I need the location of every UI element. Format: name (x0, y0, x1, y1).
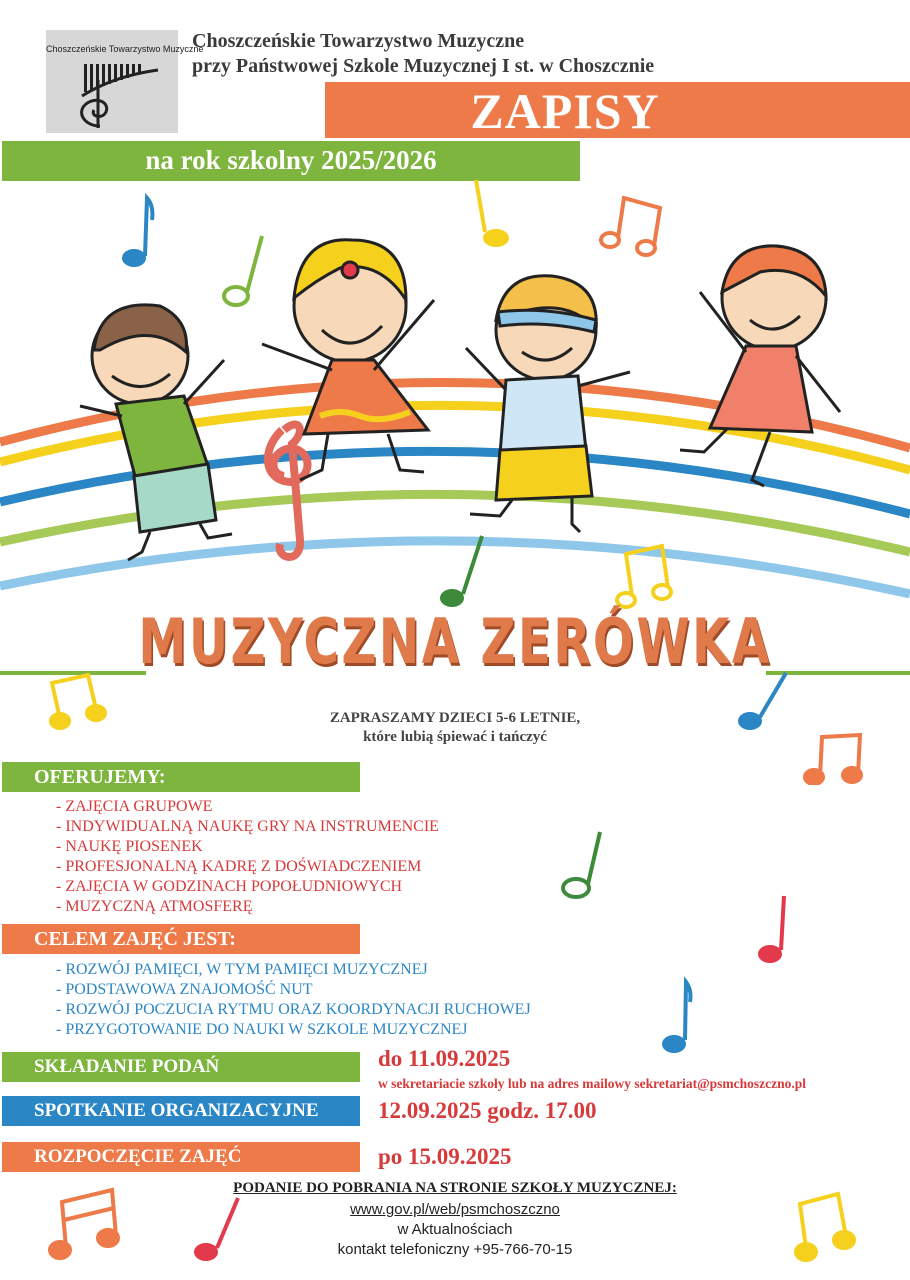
kid-orange-dress-icon (262, 240, 434, 480)
zapisy-banner (325, 82, 910, 138)
submission-label: SKŁADANIE PODAŃ (34, 1056, 220, 1077)
offer-item: - MUZYCZNĄ ATMOSFERĘ (56, 898, 253, 915)
offer-item: - INDYWIDUALNĄ NAUKĘ GRY NA INSTRUMENCIE (56, 818, 439, 835)
invitation-line-1: ZAPRASZAMY DZIECI 5-6 LETNIE, (329, 710, 581, 726)
meeting-band (2, 1096, 360, 1126)
offer-list (56, 797, 439, 917)
goals-heading: CELEM ZAJĘĆ JEST: (34, 928, 236, 950)
invitation-line-2: które lubią śpiewać i tańczyć (363, 729, 547, 745)
logo-text: Choszczeńskie Towarzystwo Muzyczne (46, 44, 204, 54)
school-year-text: na rok szkolny 2025/2026 (145, 145, 437, 175)
goals-heading-band (2, 924, 360, 954)
offer-item: - PROFESJONALNĄ KADRĘ Z DOŚWIADCZENIEM (56, 858, 422, 875)
school-year-banner (2, 141, 580, 181)
meeting-date: 12.09.2025 godz. 17.00 (378, 1098, 597, 1123)
goal-item: - ROZWÓJ PAMIĘCI, W TYM PAMIĘCI MUZYCZNEJ (56, 961, 428, 978)
goal-item: - PODSTAWOWA ZNAJOMOŚĆ NUT (56, 981, 313, 998)
page-title: MUZYCZNA ZERÓWKA (138, 605, 772, 678)
goals-list (56, 960, 531, 1040)
submission-deadline: do 11.09.2025 (378, 1046, 511, 1071)
submission-note: w sekretariacie szkoły lub na adres mailowy sekretariat@psmchoszczno.pl (378, 1076, 807, 1091)
goal-item: - PRZYGOTOWANIE DO NAUKI W SZKOLE MUZYCZNEJ (56, 1021, 468, 1038)
start-label: ROZPOCZĘCIE ZAJĘĆ (34, 1146, 242, 1167)
offer-item: - ZAJĘCIA W GODZINACH POPOŁUDNIOWYCH (56, 878, 403, 895)
start-band (2, 1142, 360, 1172)
download-note: PODANIE DO POBRANIA NA STRONIE SZKOŁY MUZYCZNEJ: (233, 1180, 677, 1196)
bottom-notes-icon (0, 1180, 910, 1280)
right-notes-icon (540, 826, 910, 1076)
org-school: przy Państwowej Szkole Muzycznej I st. w Choszcznie (192, 55, 655, 77)
goal-item: - ROZWÓJ POCZUCIA RYTMU ORAZ KOORDYNACJI RUCHOWEJ (56, 1001, 531, 1018)
news-text: w Aktualnościach (397, 1221, 513, 1238)
offer-item: - ZAJĘCIA GRUPOWE (56, 798, 213, 815)
submission-band (2, 1052, 360, 1082)
website-link[interactable]: www.gov.pl/web/psmchoszczno (350, 1201, 560, 1218)
treble-clef-piano-icon (54, 60, 170, 130)
offer-heading-band (2, 762, 360, 792)
org-name: Choszczeńskie Towarzystwo Muzyczne (192, 30, 525, 52)
logo (46, 30, 204, 133)
meeting-label: SPOTKANIE ORGANIZACYJNE (34, 1100, 319, 1121)
zapisy-text: ZAPISY (470, 83, 660, 139)
start-date: po 15.09.2025 (378, 1144, 512, 1169)
offer-item: - NAUKĘ PIOSENEK (56, 838, 203, 855)
phone-contact: kontakt telefoniczny +95-766-70-15 (337, 1241, 573, 1258)
offer-heading: OFERUJEMY: (34, 766, 166, 788)
